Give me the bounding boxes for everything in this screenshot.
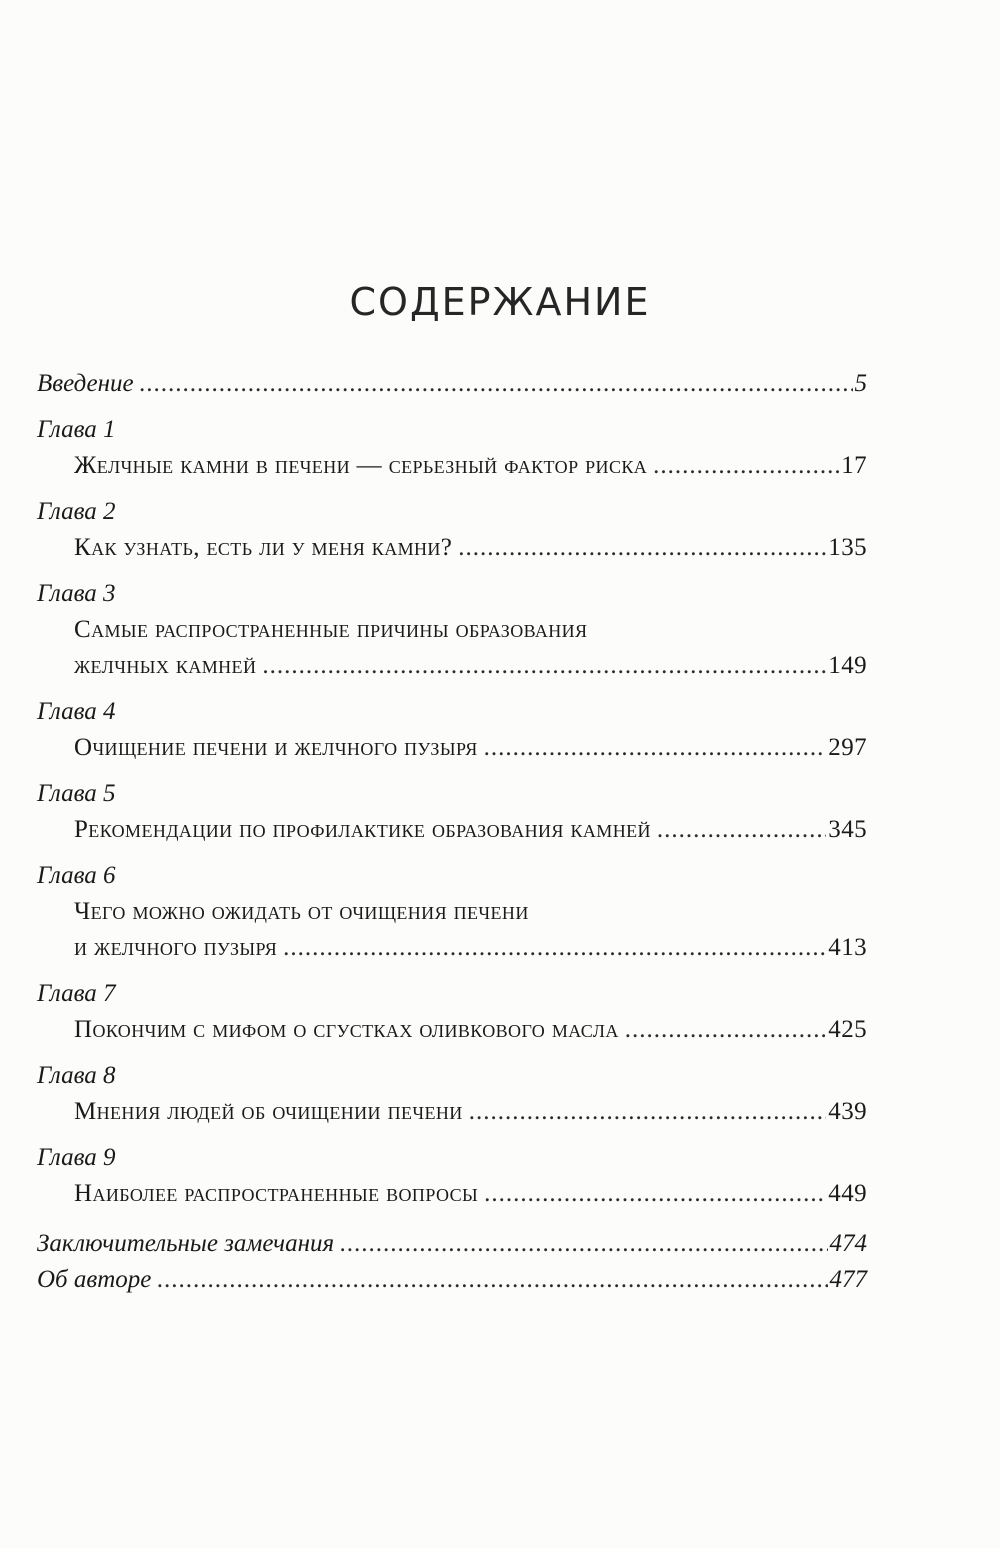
- dot-leader: [157, 1262, 827, 1298]
- chapter-title: Как узнать, есть ли у меня камни?: [74, 534, 453, 561]
- chapter-title: Желчные камни в печени — серьезный фактор риска: [74, 452, 648, 479]
- dot-leader: [340, 1226, 827, 1262]
- dot-leader: [625, 1012, 827, 1048]
- chapter-heading: Глава 7: [37, 980, 116, 1007]
- toc-chapter-1[interactable]: [37, 412, 867, 484]
- chapter-title-row: [37, 1012, 867, 1048]
- page-number: 413: [828, 934, 867, 961]
- toc-chapter-2[interactable]: [37, 494, 867, 566]
- toc-chapter-8[interactable]: [37, 1058, 867, 1130]
- chapter-title-line: Самые распространенные причины образования: [74, 616, 588, 643]
- dot-leader: [657, 812, 826, 848]
- chapter-title: и желчного пузыря: [74, 934, 278, 961]
- toc-chapter-7[interactable]: [37, 976, 867, 1048]
- chapter-title: Рекомендации по профилактике образования камней: [74, 816, 651, 843]
- chapter-title: желчных камней: [74, 652, 257, 679]
- chapter-heading: Глава 4: [37, 698, 116, 725]
- dot-leader: [458, 530, 826, 566]
- chapter-title: Мнения людей об очищении печени: [74, 1098, 463, 1125]
- entry-label: Заключительные замечания: [37, 1230, 335, 1257]
- dot-leader: [283, 930, 826, 966]
- dot-leader: [262, 648, 826, 684]
- chapter-heading: Глава 9: [37, 1144, 116, 1171]
- page-number: 297: [828, 734, 867, 761]
- chapter-title-row: [37, 448, 867, 484]
- table-of-contents: [37, 366, 867, 1298]
- page-number: 135: [828, 534, 867, 561]
- entry-label: Об авторе: [37, 1266, 152, 1293]
- page-number: 17: [841, 452, 867, 479]
- chapter-title-row: [37, 530, 867, 566]
- chapter-title-row: [37, 648, 867, 684]
- chapter-title-row: [37, 930, 867, 966]
- chapter-title-row: [37, 1176, 867, 1212]
- toc-entry-about[interactable]: [37, 1262, 867, 1298]
- toc-chapter-9[interactable]: [37, 1140, 867, 1212]
- dot-leader: [653, 448, 839, 484]
- chapter-heading: Глава 6: [37, 862, 116, 889]
- page-number: 5: [854, 370, 867, 397]
- page-number: 149: [828, 652, 867, 679]
- toc-chapter-5[interactable]: [37, 776, 867, 848]
- page-title: СОДЕРЖАНИЕ: [349, 280, 651, 324]
- page-number: 439: [828, 1098, 867, 1125]
- toc-chapter-4[interactable]: [37, 694, 867, 766]
- chapter-title: Наиболее распространенные вопросы: [74, 1180, 479, 1207]
- chapter-heading: Глава 3: [37, 580, 116, 607]
- dot-leader: [484, 1176, 826, 1212]
- page-number: 449: [828, 1180, 867, 1207]
- page-number: 474: [829, 1230, 867, 1257]
- dot-leader: [469, 1094, 827, 1130]
- chapter-heading: Глава 2: [37, 498, 116, 525]
- chapter-title-row: [37, 730, 867, 766]
- chapter-title-line: Чего можно ожидать от очищения печени: [74, 898, 529, 925]
- toc-chapter-3[interactable]: [37, 576, 867, 684]
- dot-leader: [484, 730, 827, 766]
- dot-leader: [140, 366, 853, 402]
- chapter-title: Очищение печени и желчного пузыря: [74, 734, 478, 761]
- page-number: 345: [828, 816, 867, 843]
- page-number: 425: [828, 1016, 867, 1043]
- entry-label: Введение: [37, 370, 134, 397]
- chapter-heading: Глава 8: [37, 1062, 116, 1089]
- page-number: 477: [829, 1266, 867, 1293]
- toc-entry-closing[interactable]: [37, 1226, 867, 1262]
- chapter-title-row: [37, 812, 867, 848]
- chapter-title: Покончим с мифом о сгустках оливкового масла: [74, 1016, 619, 1043]
- chapter-title-row: [37, 1094, 867, 1130]
- toc-chapter-6[interactable]: [37, 858, 867, 966]
- toc-entry-intro[interactable]: [37, 366, 867, 402]
- chapter-heading: Глава 5: [37, 780, 116, 807]
- chapter-heading: Глава 1: [37, 416, 116, 443]
